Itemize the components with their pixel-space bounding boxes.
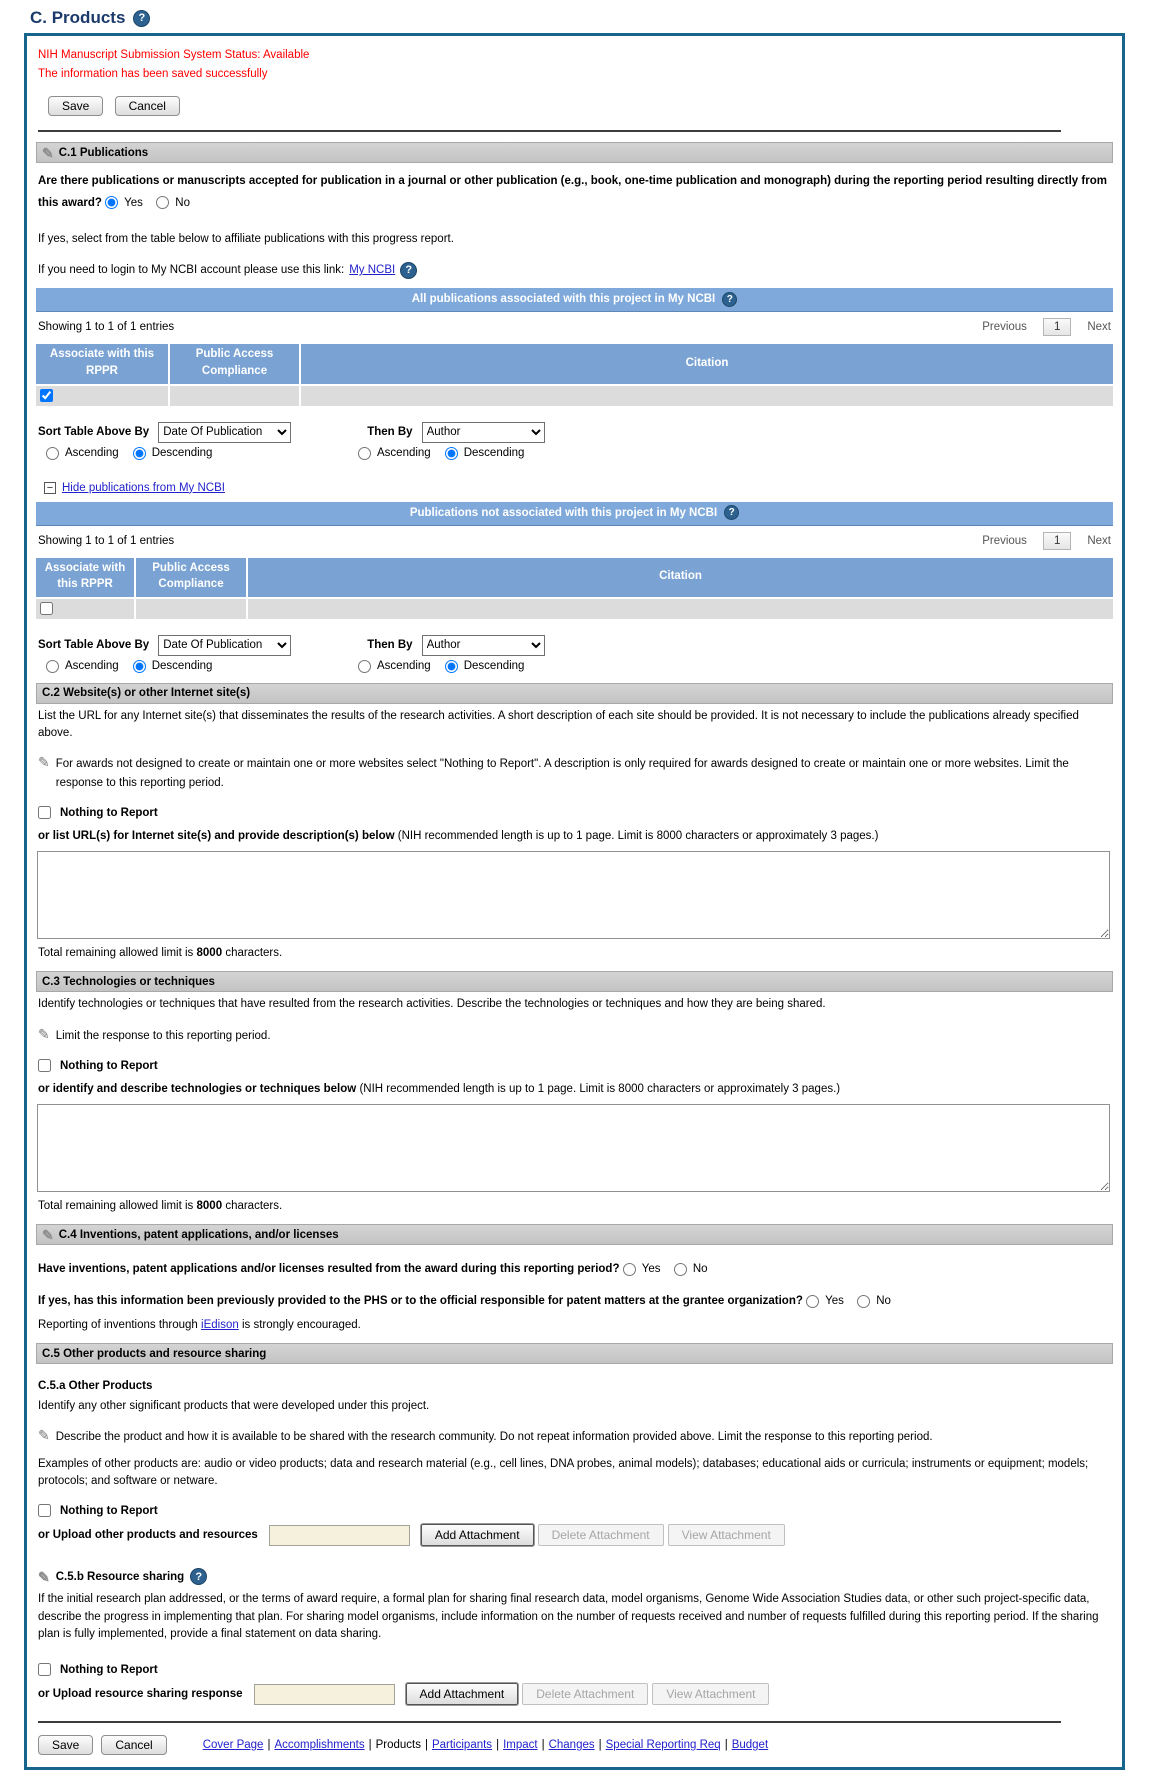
nihms-status-message: NIH Manuscript Submission System Status: Available xyxy=(38,49,310,61)
nav-separator: | xyxy=(496,1739,500,1752)
c5b-description: If the initial research plan addressed, or the terms of award require, a formal plan for sharing final research data, model organisms, Genome Wide Association Studies data, or other such project-specific data, describe the progress in implementing that plan. For sharing model organisms, include information on the number of requests received and number of requests fulfilled during this reporting period. If the sharing plan is fully implemented, provide a final statement on data sharing. xyxy=(38,1593,1099,1640)
hide-publications-link[interactable]: Hide publications from My NCBI xyxy=(62,481,225,494)
col-public-access: Public Access Compliance xyxy=(169,343,300,384)
table2-pager xyxy=(982,532,1111,550)
table-row xyxy=(36,385,1113,407)
c2-note xyxy=(38,755,1111,792)
c2-limit-value: 8000 xyxy=(196,947,223,960)
c5a-upload-label: or Upload other products and resources xyxy=(38,1529,258,1542)
c5b-view-attachment-button[interactable]: View Attachment xyxy=(652,1683,769,1705)
sort2-descending-label: Descending xyxy=(151,660,213,673)
c1-ncbi-line xyxy=(38,262,1111,279)
edit-icon: ✎ xyxy=(38,754,50,771)
c5a-note xyxy=(38,1428,1111,1446)
then1-ascending-label: Ascending xyxy=(377,447,431,460)
sort1-descending-label: Descending xyxy=(151,447,213,460)
help-icon[interactable]: ? xyxy=(724,505,739,520)
c3-limit-value: 8000 xyxy=(196,1200,223,1213)
associate-checkbox[interactable] xyxy=(40,602,53,615)
table2-meta xyxy=(36,526,1113,556)
then2-ascending-radio[interactable] xyxy=(358,660,371,673)
c4-question1-text: Have inventions, patent applications and/or licenses resulted from the award during this reporting period? xyxy=(38,1263,620,1276)
c3-limit-line xyxy=(38,1200,1111,1212)
previous-button[interactable]: Previous xyxy=(982,321,1027,334)
c5b-upload-label: or Upload resource sharing response xyxy=(38,1688,243,1701)
then1-descending-label: Descending xyxy=(463,447,525,460)
c5a-view-attachment-button[interactable]: View Attachment xyxy=(668,1524,785,1546)
associate-checkbox[interactable] xyxy=(40,389,53,402)
sort-by-select[interactable] xyxy=(158,422,291,443)
divider xyxy=(38,130,1061,132)
c5b-nothing-label: Nothing to Report xyxy=(60,1663,158,1676)
sort-by-select[interactable] xyxy=(158,635,291,656)
cancel-button[interactable]: Cancel xyxy=(101,1735,166,1755)
nav-separator: | xyxy=(724,1739,728,1752)
help-icon[interactable]: ? xyxy=(722,292,737,307)
c2-or-hint: (NIH recommended length is up to 1 page. Limit is 8000 characters or approximately 3 pages.) xyxy=(397,830,879,843)
table1-meta xyxy=(36,312,1113,342)
c3-note xyxy=(38,1027,1111,1045)
c3-or-hint: (NIH recommended length is up to 1 page. Limit is 8000 characters or approximately 3 pages.) xyxy=(359,1083,841,1096)
citation-cell xyxy=(247,598,1113,620)
c2-note-text: For awards not designed to create or maintain one or more websites select "Nothing to Report". A description is only required for awards designed to create or maintain one or more websites. Limit the response to this reporting period. xyxy=(55,758,1069,789)
c4-edison-line xyxy=(38,1317,1111,1334)
sort-row-1 xyxy=(38,422,1111,443)
c5b-delete-attachment-button[interactable]: Delete Attachment xyxy=(522,1683,648,1705)
c4-edison-suffix: is strongly encouraged. xyxy=(241,1318,361,1331)
collapse-icon[interactable]: − xyxy=(44,482,56,494)
c4-q2-yes-radio[interactable] xyxy=(806,1295,819,1308)
c5a-nothing-row xyxy=(38,1504,1111,1517)
then1-ascending-radio[interactable] xyxy=(358,447,371,460)
c5b-add-attachment-button[interactable]: Add Attachment xyxy=(406,1683,519,1705)
c5a-header xyxy=(38,1380,1111,1392)
c3-note-text: Limit the response to this reporting period. xyxy=(55,1029,271,1042)
then1-descending-radio[interactable] xyxy=(445,447,458,460)
previous-button[interactable]: Previous xyxy=(982,534,1027,547)
nav-separator: | xyxy=(267,1739,271,1752)
products-form xyxy=(24,33,1125,1770)
edit-icon: ✎ xyxy=(42,1226,54,1243)
c5b-attachment-field[interactable] xyxy=(254,1684,395,1705)
section-nav xyxy=(203,1739,768,1751)
nav-separator: | xyxy=(368,1739,372,1752)
c3-limit-suffix: characters. xyxy=(225,1200,283,1213)
table-row xyxy=(36,598,1113,620)
col-public-access: Public Access Compliance xyxy=(135,557,247,598)
c4-q1-yes-radio[interactable] xyxy=(623,1263,636,1276)
c1-question-text: Are there publications or manuscripts accepted for publication in a journal or other publication (e.g., book, one-time publication and monograph) during the reporting period resulting directly from this award? xyxy=(38,175,1107,209)
all-publications-table xyxy=(36,342,1113,407)
help-icon[interactable]: ? xyxy=(190,1568,207,1585)
c2-or-label: or list URL(s) for Internet site(s) and provide description(s) below xyxy=(38,830,395,843)
iedison-link[interactable]: iEdison xyxy=(201,1318,239,1331)
section-c1-header xyxy=(36,142,1113,163)
c5a-delete-attachment-button[interactable]: Delete Attachment xyxy=(538,1524,664,1546)
c4-edison-prefix: Reporting of inventions through xyxy=(38,1318,198,1331)
c5a-nothing-label: Nothing to Report xyxy=(60,1504,158,1517)
c3-limit-prefix: Total remaining allowed limit is xyxy=(38,1200,194,1213)
c4-question1 xyxy=(38,1259,1111,1281)
c2-limit-prefix: Total remaining allowed limit is xyxy=(38,947,194,960)
nav-special-reporting[interactable]: Special Reporting Req xyxy=(605,1739,721,1752)
all-publications-banner xyxy=(36,288,1113,312)
c2-nothing-label: Nothing to Report xyxy=(60,806,158,819)
nav-impact[interactable]: Impact xyxy=(503,1739,538,1752)
sort1-ascending-radio[interactable] xyxy=(46,447,59,460)
page-number-button[interactable]: 1 xyxy=(1043,318,1071,336)
page-title xyxy=(30,8,1149,28)
c5a-description: Identify any other significant products that were developed under this project. xyxy=(38,1400,430,1413)
help-icon[interactable]: ? xyxy=(400,262,417,279)
edit-icon: ✎ xyxy=(38,1568,50,1585)
c4-q2-yes-label: Yes xyxy=(825,1295,844,1308)
all-publications-title: All publications associated with this project in My NCBI xyxy=(411,293,716,306)
c2-limit-line xyxy=(38,947,1111,959)
edit-icon: ✎ xyxy=(38,1427,50,1444)
section-c3-header xyxy=(36,971,1113,992)
sort-row-2 xyxy=(38,635,1111,656)
section-c2-header xyxy=(36,683,1113,704)
section-c1-title: C.1 Publications xyxy=(58,146,149,159)
section-c5-header xyxy=(36,1343,1113,1364)
section-c2-title: C.2 Website(s) or other Internet site(s) xyxy=(42,687,251,700)
c5a-upload-row xyxy=(38,1524,1111,1546)
c1-ifyes-text: If yes, select from the table below to affiliate publications with this progress report. xyxy=(38,232,454,245)
saved-message: The information has been saved successfully xyxy=(38,68,268,80)
c1-yes-label: Yes xyxy=(124,196,143,209)
table1-pager xyxy=(982,318,1111,336)
col-citation: Citation xyxy=(300,343,1113,384)
c4-q2-no-label: No xyxy=(876,1295,891,1308)
c2-response-textarea[interactable] xyxy=(37,851,1110,939)
c5b-nothing-row xyxy=(38,1663,1111,1676)
c1-ncbi-prefix: If you need to login to My NCBI account please use this link: xyxy=(38,263,345,276)
citation-cell xyxy=(300,385,1113,407)
c2-nothing-row xyxy=(38,806,1111,819)
save-button[interactable]: Save xyxy=(38,1735,93,1755)
col-associate-rppr: Associate with this RPPR xyxy=(36,557,135,598)
c4-q1-yes-label: Yes xyxy=(641,1263,661,1276)
nav-cover-page[interactable]: Cover Page xyxy=(202,1739,264,1752)
section-c4-header xyxy=(36,1224,1113,1245)
then-by-label: Then By xyxy=(367,639,413,652)
compliance-cell xyxy=(169,385,300,407)
sort2-ascending-label: Ascending xyxy=(65,660,119,673)
next-button[interactable]: Next xyxy=(1087,321,1111,334)
sort2-ascending-radio[interactable] xyxy=(46,660,59,673)
not-associated-banner xyxy=(36,502,1113,526)
page-title-text: C. Products xyxy=(30,8,126,27)
c4-q2-no-radio[interactable] xyxy=(857,1295,870,1308)
c5b-nothing-checkbox[interactable] xyxy=(38,1663,51,1676)
c5a-title: C.5.a Other Products xyxy=(38,1380,153,1393)
c4-question2-text: If yes, has this information been previously provided to the PHS or to the official responsible for patent matters at the grantee organization? xyxy=(38,1295,803,1308)
c3-nothing-checkbox[interactable] xyxy=(38,1059,51,1072)
c1-yes-radio[interactable] xyxy=(105,196,118,209)
c2-limit-suffix: characters. xyxy=(225,947,283,960)
c5a-nothing-checkbox[interactable] xyxy=(38,1504,51,1517)
bottom-actions xyxy=(38,1735,1113,1755)
c1-question xyxy=(38,171,1111,215)
nav-products-current: Products xyxy=(375,1739,421,1752)
nav-accomplishments[interactable]: Accomplishments xyxy=(274,1739,365,1752)
nav-separator: | xyxy=(424,1739,428,1752)
next-button[interactable]: Next xyxy=(1087,534,1111,547)
c3-nothing-row xyxy=(38,1059,1111,1072)
c5b-title: C.5.b Resource sharing xyxy=(55,1570,185,1583)
edit-icon: ✎ xyxy=(42,144,54,161)
section-c5-title: C.5 Other products and resource sharing xyxy=(42,1347,267,1360)
then-by-select[interactable] xyxy=(422,422,545,443)
not-associated-table xyxy=(36,556,1113,621)
c1-no-radio[interactable] xyxy=(156,196,169,209)
c2-description: List the URL for any Internet site(s) that disseminates the results of the research activities. A short description of each site should be provided. It is not necessary to include the publications already specified above. xyxy=(38,709,1079,740)
c4-question2 xyxy=(38,1291,1111,1313)
sort2-descending-radio[interactable] xyxy=(133,660,146,673)
section-c4-title: C.4 Inventions, patent applications, and/or licenses xyxy=(58,1228,339,1241)
table2-showing: Showing 1 to 1 of 1 entries xyxy=(38,534,175,547)
sort1-ascending-label: Ascending xyxy=(65,447,119,460)
c3-or-line xyxy=(38,1081,1111,1098)
table1-showing: Showing 1 to 1 of 1 entries xyxy=(38,321,175,334)
help-icon[interactable]: ? xyxy=(133,10,150,27)
c5a-attachment-field[interactable] xyxy=(269,1525,410,1546)
c1-no-label: No xyxy=(175,196,190,209)
c5b-upload-row xyxy=(38,1683,1111,1705)
section-c3-title: C.3 Technologies or techniques xyxy=(42,975,215,988)
compliance-cell xyxy=(135,598,247,620)
c5a-note-text: Describe the product and how it is available to be shared with the research community. Do not repeat information provided above. Limit the response to this reporting period. xyxy=(55,1431,933,1444)
c3-or-label: or identify and describe technologies or techniques below xyxy=(38,1083,357,1096)
c5b-header xyxy=(38,1568,1111,1585)
nav-budget[interactable]: Budget xyxy=(731,1739,769,1752)
cancel-button[interactable]: Cancel xyxy=(115,96,180,116)
hide-publications-row xyxy=(44,482,1111,494)
nav-separator: | xyxy=(541,1739,545,1752)
then2-ascending-label: Ascending xyxy=(377,660,431,673)
not-associated-title: Publications not associated with this project in My NCBI xyxy=(409,506,718,519)
nav-participants[interactable]: Participants xyxy=(431,1739,493,1752)
c5a-examples: Examples of other products are: audio or video products; data and research material (e.g., cell lines, DNA probes, animal models); databases; educational aids or curricula; instruments or equipment; models; protocols; and software or netware. xyxy=(38,1457,1089,1488)
sort1-descending-radio[interactable] xyxy=(133,447,146,460)
sort-label: Sort Table Above By xyxy=(38,426,150,439)
sort-label: Sort Table Above By xyxy=(38,639,150,652)
c2-or-line xyxy=(38,828,1111,845)
sort-order-row-2 xyxy=(38,660,1111,673)
save-button[interactable]: Save xyxy=(48,96,103,116)
then-by-label: Then By xyxy=(367,426,413,439)
my-ncbi-link[interactable]: My NCBI xyxy=(349,263,396,276)
c4-q1-no-radio[interactable] xyxy=(674,1263,687,1276)
c2-nothing-checkbox[interactable] xyxy=(38,806,51,819)
nav-changes[interactable]: Changes xyxy=(548,1739,595,1752)
then-by-select[interactable] xyxy=(422,635,545,656)
page-number-button[interactable]: 1 xyxy=(1043,532,1071,550)
c4-q1-no-label: No xyxy=(692,1263,708,1276)
c3-nothing-label: Nothing to Report xyxy=(60,1059,158,1072)
col-associate-rppr: Associate with this RPPR xyxy=(36,343,169,384)
col-citation: Citation xyxy=(247,557,1113,598)
then2-descending-radio[interactable] xyxy=(445,660,458,673)
divider xyxy=(38,1721,1061,1723)
c3-response-textarea[interactable] xyxy=(37,1104,1110,1192)
c5a-add-attachment-button[interactable]: Add Attachment xyxy=(421,1524,534,1546)
c3-description: Identify technologies or techniques that have resulted from the research activities. Describe the technologies or techniques and how they are being shared. xyxy=(38,998,826,1011)
sort-order-row-1 xyxy=(38,447,1111,460)
edit-icon: ✎ xyxy=(38,1025,50,1042)
nav-separator: | xyxy=(598,1739,602,1752)
then2-descending-label: Descending xyxy=(463,660,525,673)
